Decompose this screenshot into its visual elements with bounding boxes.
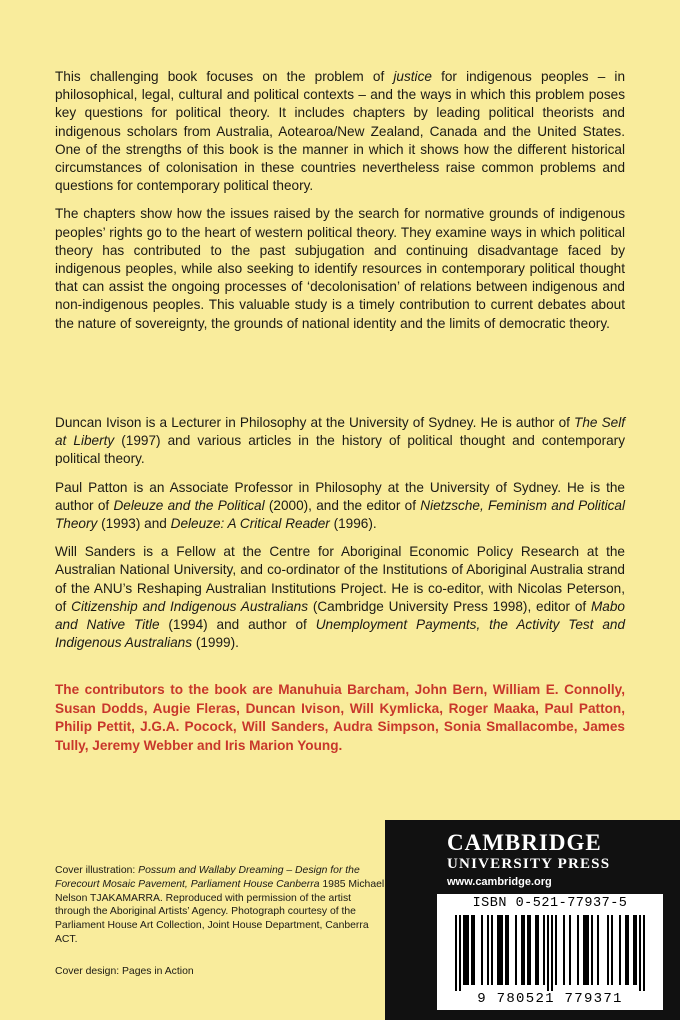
barcode-bar [523,915,525,985]
publisher-block [385,820,680,1020]
barcode-bar [639,915,641,991]
barcode-bar [455,915,457,991]
barcode-digits: 9 780521 779371 [477,991,623,1007]
barcode-bar [529,915,531,985]
blurb-paragraph-2: The chapters show how the issues raised by the search for normative grounds of indigenous peoples’ rights go to the heart of western political theory. They examine ways in which political theory has contributed to the past subjugation and continuing disadvantage faced by indigenous peoples, while also seeking to identify resources in contemporary political thought that can assist the ongoing processes of ‘decolonisation’ of relations between indigenous and non-indigenous peoples. This valuable study is a timely contribution to current debates about the nature of sovereignty, the grounds of national identity and the limits of democratic theory. [55,206,625,331]
barcode-bar [591,915,593,985]
barcode-bar [607,915,609,985]
barcode-bar [459,915,461,991]
blurb-paragraph-1: This challenging book focuses on the problem of justice for indigenous peoples – in philosophical, legal, cultural and political contexts – and the ways in which this problem poses key questions for political theory. It includes chapters by leading political theorists and indigenous scholars from Australia, Aotearoa/New Zealand, Canada and the United States. One of the strengths of this book is the manner in which it shows how the different historical circumstances of colonisation in these countries nevertheless raise common problems and questions for contemporary political theory. [55,69,626,194]
barcode-bar [635,915,637,985]
barcode-box [437,894,663,1010]
publisher-url: www.cambridge.org [447,876,552,888]
barcode-bar [577,915,579,985]
blurb-section [55,68,625,333]
barcode-bar [507,915,509,985]
barcode-bar [491,915,493,985]
barcode-bar [497,915,499,985]
barcode-bar [551,915,553,991]
barcode-bar [585,915,587,985]
barcode-bar [527,915,529,985]
cover-credit [55,864,385,947]
barcode-bar [537,915,539,985]
barcode-bar [583,915,585,985]
barcode-bar [543,915,545,985]
bio-paul-patton: Paul Patton is an Associate Professor in Philosophy at the University of Sydney. He is the author of Deleuze and the Political (2000), and the editor of Nietzsche, Feminism and Political Theory (1993) and Deleuze: A Critical Reader (1996). [55,479,625,532]
barcode-bar [627,915,629,985]
barcode-bar [465,915,467,985]
barcode-bar [563,915,565,985]
barcode-bar [535,915,537,985]
barcode-bar [619,915,621,985]
publisher-name: CAMBRIDGE [447,830,602,855]
barcode-bar [521,915,523,985]
barcode-bar [587,915,589,985]
barcode-bar [505,915,507,985]
bio-duncan-ivison: Duncan Ivison is a Lecturer in Philosophy at the University of Sydney. He is author of The Self at Liberty (1997) and various articles in the history of political thought and contemporary political theory. [55,415,625,467]
cover-design-credit: Cover design: Pages in Action [55,966,194,977]
barcode-bar [625,915,627,985]
barcode-bar [643,915,645,991]
barcode-bar [487,915,489,985]
bio-will-sanders: Will Sanders is a Fellow at the Centre for Aboriginal Economic Policy Research at the Australian National University, and co-ordinator of the Institutions of Aboriginal Australia strand of the ANU’s Reshaping Australian Institutions Project. He is co-editor, with Nicolas Peterson, of Citizenship and Indigenous Australians (Cambridge University Press 1998), editor of Mabo and Native Title (1994) and author of Unemployment Payments, the Activity Test and Indigenous Australians (1999). [55,544,626,651]
barcode-bar [611,915,613,985]
publisher-press: UNIVERSITY PRESS [447,856,611,872]
barcode-bar [501,915,503,985]
barcode-bar [515,915,517,985]
barcode-bar [547,915,549,991]
barcode-bar [473,915,475,985]
contributors-list: The contributors to the book are Manuhuia Barcham, John Bern, William E. Connolly, Susan Dodds, Augie Fleras, Duncan Ivison, Will Kymlicka, Roger Maaka, Paul Patton, Philip Pettit, J.G.A. Pocock, Will Sanders, Audra Simpson, Sonia Smallacombe, James Tully, Jeremy Webber and Iris Marion Young. [55,682,625,753]
barcode-bar [597,915,599,985]
barcode-bar [481,915,483,985]
barcode-bar [499,915,501,985]
barcode-bar [471,915,473,985]
barcode-bar [633,915,635,985]
barcode-bar [467,915,469,985]
barcode-icon [445,915,655,991]
isbn-label: ISBN 0-521-77937-5 [472,896,628,911]
author-bios [55,414,625,652]
barcode-bar [555,915,557,985]
cover-illustration-credit: Cover illustration: Possum and Wallaby Dreaming – Design for the Forecourt Mosaic Pavement, Parliament House Canberra 1985 Michael Nelson TJAKAMARRA. Reproduced with permission of the artist through the Aboriginal Artists’ Agency. Photograph courtesy of the Parliament House Art Collection, Joint House Department, Canberra ACT. [55,865,385,945]
barcode-bar [463,915,465,985]
barcode-bar [569,915,571,985]
